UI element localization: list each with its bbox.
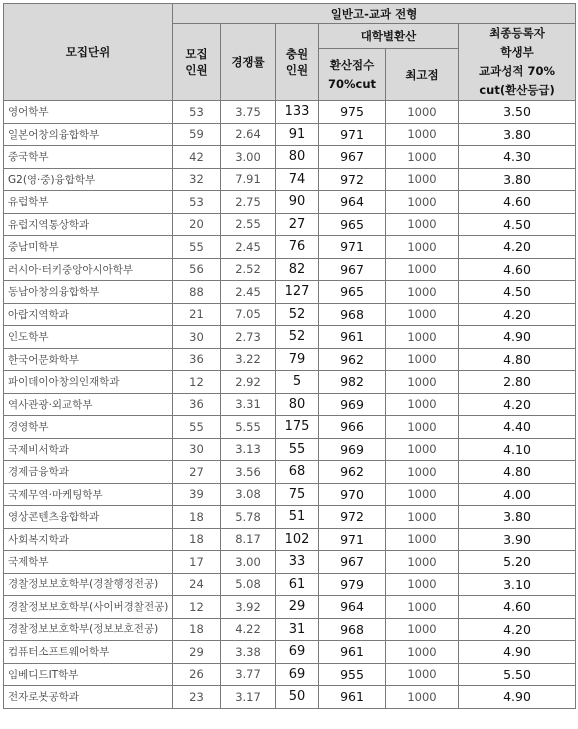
grade-cell: 2.80 — [459, 371, 576, 394]
score-cell: 967 — [319, 551, 386, 574]
score-cell: 964 — [319, 191, 386, 214]
max-cell: 1000 — [386, 258, 459, 281]
filled-cell: 133 — [276, 101, 319, 124]
max-cell: 1000 — [386, 641, 459, 664]
filled-cell: 51 — [276, 506, 319, 529]
table-row — [4, 213, 576, 236]
score-cell: 972 — [319, 168, 386, 191]
header-rate: 경쟁률 — [221, 24, 276, 101]
quota-cell: 88 — [173, 281, 221, 304]
filled-cell: 102 — [276, 528, 319, 551]
grade-cell: 4.40 — [459, 416, 576, 439]
filled-cell: 90 — [276, 191, 319, 214]
score-cell: 967 — [319, 258, 386, 281]
unit-cell: 영어학부 — [4, 101, 173, 124]
filled-cell: 61 — [276, 573, 319, 596]
unit-cell: 유럽지역통상학과 — [4, 213, 173, 236]
rate-cell: 5.55 — [221, 416, 276, 439]
rate-cell: 2.75 — [221, 191, 276, 214]
rate-cell: 2.64 — [221, 123, 276, 146]
score-cell: 979 — [319, 573, 386, 596]
table-row — [4, 596, 576, 619]
quota-cell: 55 — [173, 416, 221, 439]
table-row — [4, 483, 576, 506]
max-cell: 1000 — [386, 506, 459, 529]
quota-cell: 59 — [173, 123, 221, 146]
filled-cell: 127 — [276, 281, 319, 304]
grade-cell: 4.80 — [459, 461, 576, 484]
table-body — [4, 101, 576, 709]
grade-cell: 4.80 — [459, 348, 576, 371]
quota-cell: 42 — [173, 146, 221, 169]
unit-cell: 유럽학부 — [4, 191, 173, 214]
rate-cell: 3.75 — [221, 101, 276, 124]
rate-cell: 3.38 — [221, 641, 276, 664]
filled-cell: 27 — [276, 213, 319, 236]
filled-cell: 76 — [276, 236, 319, 259]
table-row — [4, 528, 576, 551]
quota-cell: 53 — [173, 101, 221, 124]
rate-cell: 3.31 — [221, 393, 276, 416]
grade-cell: 5.50 — [459, 663, 576, 686]
score-cell: 982 — [319, 371, 386, 394]
score-cell: 969 — [319, 438, 386, 461]
grade-cell: 3.10 — [459, 573, 576, 596]
filled-cell: 5 — [276, 371, 319, 394]
header-max: 최고점 — [386, 49, 459, 101]
grade-cell: 3.80 — [459, 123, 576, 146]
rate-cell: 2.52 — [221, 258, 276, 281]
quota-cell: 12 — [173, 371, 221, 394]
unit-cell: 일본어창의융합학부 — [4, 123, 173, 146]
grade-cell: 4.90 — [459, 686, 576, 709]
header-group: 일반고-교과 전형 — [173, 4, 576, 24]
table-row — [4, 101, 576, 124]
max-cell: 1000 — [386, 371, 459, 394]
quota-cell: 30 — [173, 438, 221, 461]
table-row — [4, 416, 576, 439]
table-row — [4, 326, 576, 349]
table-row — [4, 146, 576, 169]
quota-cell: 18 — [173, 506, 221, 529]
rate-cell: 2.92 — [221, 371, 276, 394]
quota-cell: 12 — [173, 596, 221, 619]
filled-cell: 29 — [276, 596, 319, 619]
table-row — [4, 191, 576, 214]
rate-cell: 2.45 — [221, 281, 276, 304]
unit-cell: 국제무역·마케팅학부 — [4, 483, 173, 506]
filled-cell: 74 — [276, 168, 319, 191]
score-cell: 970 — [319, 483, 386, 506]
max-cell: 1000 — [386, 528, 459, 551]
filled-cell: 31 — [276, 618, 319, 641]
score-cell: 965 — [319, 281, 386, 304]
rate-cell: 3.00 — [221, 551, 276, 574]
rate-cell: 7.05 — [221, 303, 276, 326]
rate-cell: 3.00 — [221, 146, 276, 169]
rate-cell: 5.78 — [221, 506, 276, 529]
unit-cell: 전자로봇공학과 — [4, 686, 173, 709]
unit-cell: 사회복지학과 — [4, 528, 173, 551]
grade-cell: 4.30 — [459, 146, 576, 169]
quota-cell: 27 — [173, 461, 221, 484]
grade-cell: 4.50 — [459, 213, 576, 236]
score-cell: 962 — [319, 461, 386, 484]
score-cell: 961 — [319, 641, 386, 664]
header-quota: 모집 인원 — [173, 24, 221, 101]
header-conversion: 대학별환산 — [319, 24, 459, 49]
rate-cell: 2.45 — [221, 236, 276, 259]
grade-cell: 4.60 — [459, 596, 576, 619]
max-cell: 1000 — [386, 416, 459, 439]
max-cell: 1000 — [386, 618, 459, 641]
quota-cell: 32 — [173, 168, 221, 191]
max-cell: 1000 — [386, 686, 459, 709]
filled-cell: 69 — [276, 641, 319, 664]
filled-cell: 68 — [276, 461, 319, 484]
max-cell: 1000 — [386, 101, 459, 124]
max-cell: 1000 — [386, 573, 459, 596]
table-row — [4, 438, 576, 461]
quota-cell: 23 — [173, 686, 221, 709]
table-row — [4, 258, 576, 281]
filled-cell: 80 — [276, 393, 319, 416]
max-cell: 1000 — [386, 438, 459, 461]
unit-cell: G2(영·중)융합학부 — [4, 168, 173, 191]
unit-cell: 파이데이아창의인재학과 — [4, 371, 173, 394]
grade-cell: 4.20 — [459, 303, 576, 326]
table-row — [4, 371, 576, 394]
score-cell: 964 — [319, 596, 386, 619]
rate-cell: 7.91 — [221, 168, 276, 191]
unit-cell: 인도학부 — [4, 326, 173, 349]
filled-cell: 91 — [276, 123, 319, 146]
grade-cell: 5.20 — [459, 551, 576, 574]
quota-cell: 29 — [173, 641, 221, 664]
score-cell: 966 — [319, 416, 386, 439]
rate-cell: 4.22 — [221, 618, 276, 641]
quota-cell: 36 — [173, 393, 221, 416]
max-cell: 1000 — [386, 551, 459, 574]
max-cell: 1000 — [386, 348, 459, 371]
grade-cell: 4.90 — [459, 641, 576, 664]
quota-cell: 24 — [173, 573, 221, 596]
score-cell: 961 — [319, 686, 386, 709]
grade-cell: 4.20 — [459, 236, 576, 259]
quota-cell: 36 — [173, 348, 221, 371]
grade-cell: 4.00 — [459, 483, 576, 506]
filled-cell: 175 — [276, 416, 319, 439]
table-row — [4, 686, 576, 709]
grade-cell: 4.20 — [459, 618, 576, 641]
max-cell: 1000 — [386, 123, 459, 146]
unit-cell: 중남미학부 — [4, 236, 173, 259]
grade-cell: 3.50 — [459, 101, 576, 124]
grade-cell: 4.90 — [459, 326, 576, 349]
max-cell: 1000 — [386, 596, 459, 619]
table-row — [4, 663, 576, 686]
filled-cell: 80 — [276, 146, 319, 169]
unit-cell: 경찰정보보호학부(정보보호전공) — [4, 618, 173, 641]
filled-cell: 79 — [276, 348, 319, 371]
table-row — [4, 551, 576, 574]
max-cell: 1000 — [386, 168, 459, 191]
unit-cell: 컴퓨터소프트웨어학부 — [4, 641, 173, 664]
filled-cell: 52 — [276, 303, 319, 326]
quota-cell: 55 — [173, 236, 221, 259]
max-cell: 1000 — [386, 213, 459, 236]
unit-cell: 경찰정보보호학부(사이버경찰전공) — [4, 596, 173, 619]
max-cell: 1000 — [386, 393, 459, 416]
rate-cell: 2.55 — [221, 213, 276, 236]
table-row — [4, 168, 576, 191]
unit-cell: 경영학부 — [4, 416, 173, 439]
filled-cell: 55 — [276, 438, 319, 461]
max-cell: 1000 — [386, 303, 459, 326]
quota-cell: 21 — [173, 303, 221, 326]
header-unit: 모집단위 — [4, 4, 173, 101]
rate-cell: 3.92 — [221, 596, 276, 619]
quota-cell: 56 — [173, 258, 221, 281]
score-cell: 975 — [319, 101, 386, 124]
score-cell: 962 — [319, 348, 386, 371]
rate-cell: 3.08 — [221, 483, 276, 506]
filled-cell: 33 — [276, 551, 319, 574]
max-cell: 1000 — [386, 146, 459, 169]
quota-cell: 17 — [173, 551, 221, 574]
unit-cell: 경찰정보보호학부(경찰행정전공) — [4, 573, 173, 596]
rate-cell: 2.73 — [221, 326, 276, 349]
table-row — [4, 123, 576, 146]
quota-cell: 30 — [173, 326, 221, 349]
filled-cell: 52 — [276, 326, 319, 349]
max-cell: 1000 — [386, 281, 459, 304]
score-cell: 961 — [319, 326, 386, 349]
filled-cell: 69 — [276, 663, 319, 686]
table-row — [4, 618, 576, 641]
score-cell: 968 — [319, 303, 386, 326]
unit-cell: 동남아창의융합학부 — [4, 281, 173, 304]
score-cell: 955 — [319, 663, 386, 686]
grade-cell: 4.10 — [459, 438, 576, 461]
grade-cell: 4.60 — [459, 258, 576, 281]
quota-cell: 18 — [173, 618, 221, 641]
quota-cell: 18 — [173, 528, 221, 551]
table-row — [4, 281, 576, 304]
unit-cell: 러시아·터키중앙아시아학부 — [4, 258, 173, 281]
table-row — [4, 461, 576, 484]
score-cell: 971 — [319, 528, 386, 551]
grade-cell: 4.50 — [459, 281, 576, 304]
rate-cell: 3.56 — [221, 461, 276, 484]
quota-cell: 53 — [173, 191, 221, 214]
unit-cell: 임베디드IT학부 — [4, 663, 173, 686]
admission-results-table — [3, 3, 576, 709]
rate-cell: 5.08 — [221, 573, 276, 596]
grade-cell: 3.90 — [459, 528, 576, 551]
rate-cell: 3.13 — [221, 438, 276, 461]
unit-cell: 중국학부 — [4, 146, 173, 169]
filled-cell: 75 — [276, 483, 319, 506]
header-final: 최종등록자 학생부 교과성적 70% cut(환산등급) — [459, 24, 576, 101]
grade-cell: 4.20 — [459, 393, 576, 416]
max-cell: 1000 — [386, 326, 459, 349]
score-cell: 965 — [319, 213, 386, 236]
table-row — [4, 348, 576, 371]
rate-cell: 3.22 — [221, 348, 276, 371]
rate-cell: 3.17 — [221, 686, 276, 709]
filled-cell: 82 — [276, 258, 319, 281]
max-cell: 1000 — [386, 663, 459, 686]
grade-cell: 4.60 — [459, 191, 576, 214]
score-cell: 968 — [319, 618, 386, 641]
table-row — [4, 506, 576, 529]
table-row — [4, 303, 576, 326]
unit-cell: 영상콘텐츠융합학과 — [4, 506, 173, 529]
unit-cell: 역사관광·외교학부 — [4, 393, 173, 416]
unit-cell: 한국어문화학부 — [4, 348, 173, 371]
unit-cell: 국제비서학과 — [4, 438, 173, 461]
max-cell: 1000 — [386, 191, 459, 214]
score-cell: 969 — [319, 393, 386, 416]
max-cell: 1000 — [386, 483, 459, 506]
max-cell: 1000 — [386, 236, 459, 259]
rate-cell: 3.77 — [221, 663, 276, 686]
table-row — [4, 573, 576, 596]
unit-cell: 경제금융학과 — [4, 461, 173, 484]
quota-cell: 26 — [173, 663, 221, 686]
grade-cell: 3.80 — [459, 168, 576, 191]
table-row — [4, 236, 576, 259]
score-cell: 971 — [319, 123, 386, 146]
score-cell: 967 — [319, 146, 386, 169]
unit-cell: 국제학부 — [4, 551, 173, 574]
unit-cell: 아랍지역학과 — [4, 303, 173, 326]
table-row — [4, 393, 576, 416]
quota-cell: 39 — [173, 483, 221, 506]
grade-cell: 3.80 — [459, 506, 576, 529]
score-cell: 972 — [319, 506, 386, 529]
max-cell: 1000 — [386, 461, 459, 484]
header-filled: 충원 인원 — [276, 24, 319, 101]
quota-cell: 20 — [173, 213, 221, 236]
rate-cell: 8.17 — [221, 528, 276, 551]
header-score70: 환산점수 70%cut — [319, 49, 386, 101]
score-cell: 971 — [319, 236, 386, 259]
filled-cell: 50 — [276, 686, 319, 709]
table-row — [4, 641, 576, 664]
